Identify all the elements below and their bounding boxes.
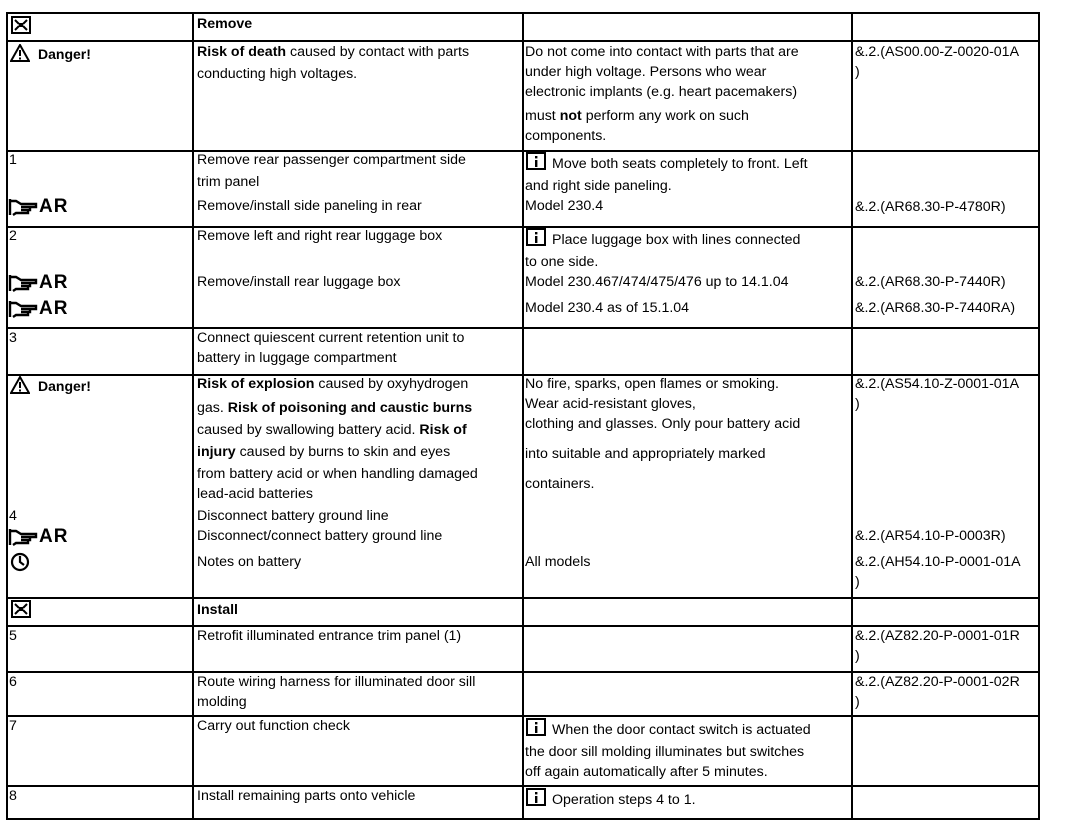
procedure-table bbox=[6, 12, 1040, 820]
tool-icon bbox=[11, 600, 31, 618]
pointing-hand-icon bbox=[8, 273, 38, 293]
clock-icon bbox=[10, 552, 30, 572]
ar-label: AR bbox=[39, 272, 69, 293]
danger-risk-line: gas. Risk of poisoning and caustic burns bbox=[197, 400, 473, 416]
danger-label: Danger! bbox=[38, 378, 91, 394]
danger-measure-line: No fire, sparks, open flames or smoking. bbox=[525, 376, 779, 392]
reference-link-cont: ) bbox=[855, 574, 860, 590]
step-text: battery in luggage compartment bbox=[197, 350, 397, 366]
warning-icon bbox=[10, 376, 30, 394]
danger-risk-line: injury caused by burns to skin and eyes bbox=[197, 444, 451, 460]
pointing-hand-icon bbox=[8, 299, 38, 319]
step-number: 5 bbox=[9, 628, 17, 644]
step-text: Disconnect battery ground line bbox=[197, 508, 389, 524]
note-text: When the door contact switch is actuated bbox=[552, 722, 811, 738]
step-number: 4 bbox=[9, 508, 17, 524]
info-icon bbox=[526, 718, 546, 736]
row-divider bbox=[8, 715, 1038, 717]
danger-risk-rest: caused by contact with parts bbox=[286, 44, 470, 60]
row-divider bbox=[8, 597, 1038, 599]
step-text: Remove left and right rear luggage box bbox=[197, 228, 443, 244]
step-text: Route wiring harness for illuminated door sill bbox=[197, 674, 476, 690]
ar-text: Disconnect/connect battery ground line bbox=[197, 528, 443, 544]
note-text: Operation steps 4 to 1. bbox=[552, 792, 696, 808]
info-icon bbox=[526, 788, 546, 806]
danger-measure-line: electronic implants (e.g. heart pacemakers) bbox=[525, 84, 798, 100]
reference-link[interactable]: &.2.(AZ82.20-P-0001-01R bbox=[855, 628, 1020, 644]
reference-link[interactable]: &.2.(AR54.10-P-0003R) bbox=[855, 528, 1006, 544]
note-text: to one side. bbox=[525, 254, 599, 270]
danger-risk-line: Risk of explosion caused by oxyhydrogen bbox=[197, 376, 469, 392]
info-icon bbox=[526, 228, 546, 246]
reference-link[interactable]: &.2.(AS00.00-Z-0020-01A bbox=[855, 44, 1020, 60]
note-text: the door sill molding illuminates but switches bbox=[525, 744, 805, 760]
notes-text: Notes on battery bbox=[197, 554, 302, 570]
step-text: Retrofit illuminated entrance trim panel (1) bbox=[197, 628, 462, 644]
step-number: 7 bbox=[9, 718, 17, 734]
remove-section-title: Remove bbox=[197, 16, 253, 32]
danger-risk-line1 bbox=[197, 42, 469, 62]
danger-risk-bold: Risk of death bbox=[197, 44, 287, 60]
column-divider bbox=[522, 14, 524, 818]
ar-text: Remove/install rear luggage box bbox=[197, 274, 401, 290]
row-divider bbox=[8, 785, 1038, 787]
note-text: Move both seats completely to front. Left bbox=[552, 156, 808, 172]
step-text: Connect quiescent current retention unit to bbox=[197, 330, 465, 346]
danger-measure-line: under high voltage. Persons who wear bbox=[525, 64, 767, 80]
column-divider bbox=[851, 14, 853, 818]
step-number: 1 bbox=[9, 152, 17, 168]
reference-link[interactable]: &.2.(AH54.10-P-0001-01A bbox=[855, 554, 1021, 570]
danger-risk-line: from battery acid or when handling damaged bbox=[197, 466, 478, 482]
danger-risk-line: caused by swallowing battery acid. Risk of bbox=[197, 422, 467, 438]
pointing-hand-icon bbox=[8, 527, 38, 547]
step-text: Carry out function check bbox=[197, 718, 350, 734]
step-number: 6 bbox=[9, 674, 17, 690]
row-divider bbox=[8, 226, 1038, 228]
reference-link[interactable]: &.2.(AZ82.20-P-0001-02R bbox=[855, 674, 1020, 690]
ar-label: AR bbox=[39, 298, 69, 319]
danger-measure-line: clothing and glasses. Only pour battery acid bbox=[525, 416, 801, 432]
pointing-hand-icon bbox=[8, 197, 38, 217]
reference-link[interactable]: &.2.(AS54.10-Z-0001-01A bbox=[855, 376, 1020, 392]
reference-link[interactable]: &.2.(AR68.30-P-7440RA) bbox=[855, 300, 1016, 316]
danger-risk-line: lead-acid batteries bbox=[197, 486, 313, 502]
step-text: Install remaining parts onto vehicle bbox=[197, 788, 416, 804]
reference-link-cont: ) bbox=[855, 648, 860, 664]
row-divider bbox=[8, 150, 1038, 152]
step-text: molding bbox=[197, 694, 247, 710]
ar-model: Model 230.467/474/475/476 up to 14.1.04 bbox=[525, 274, 789, 290]
ar-label: AR bbox=[39, 526, 69, 547]
step-text: trim panel bbox=[197, 174, 260, 190]
ar-label: AR bbox=[39, 196, 69, 217]
step-number: 3 bbox=[9, 330, 17, 346]
info-icon bbox=[526, 152, 546, 170]
ar-model: Model 230.4 as of 15.1.04 bbox=[525, 300, 690, 316]
danger-measure-line: into suitable and appropriately marked bbox=[525, 446, 766, 462]
step-text: Remove rear passenger compartment side bbox=[197, 152, 466, 168]
reference-link[interactable]: &.2.(AR68.30-P-4780R) bbox=[855, 199, 1006, 215]
row-divider bbox=[8, 327, 1038, 329]
ar-text: Remove/install side paneling in rear bbox=[197, 198, 422, 214]
note-text: off again automatically after 5 minutes. bbox=[525, 764, 768, 780]
reference-link-cont: ) bbox=[855, 396, 860, 412]
danger-measure-line: containers. bbox=[525, 476, 595, 492]
danger-risk-line2: conducting high voltages. bbox=[197, 66, 358, 82]
danger-label: Danger! bbox=[38, 46, 91, 62]
danger-measure-line: Do not come into contact with parts that are bbox=[525, 44, 799, 60]
reference-link-cont: ) bbox=[855, 64, 860, 80]
ar-model: Model 230.4 bbox=[525, 198, 604, 214]
step-number: 8 bbox=[9, 788, 17, 804]
install-section-title: Install bbox=[197, 602, 238, 618]
danger-measure-line: Wear acid-resistant gloves, bbox=[525, 396, 696, 412]
reference-link-cont: ) bbox=[855, 694, 860, 710]
tool-icon bbox=[11, 16, 31, 34]
column-divider bbox=[192, 14, 194, 818]
note-text: and right side paneling. bbox=[525, 178, 672, 194]
step-number: 2 bbox=[9, 228, 17, 244]
reference-link[interactable]: &.2.(AR68.30-P-7440R) bbox=[855, 274, 1006, 290]
danger-measure-line: must not perform any work on such bbox=[525, 108, 749, 124]
warning-icon bbox=[10, 44, 30, 62]
note-text: Place luggage box with lines connected bbox=[552, 232, 801, 248]
danger-measure-line: components. bbox=[525, 128, 607, 144]
notes-model: All models bbox=[525, 554, 591, 570]
